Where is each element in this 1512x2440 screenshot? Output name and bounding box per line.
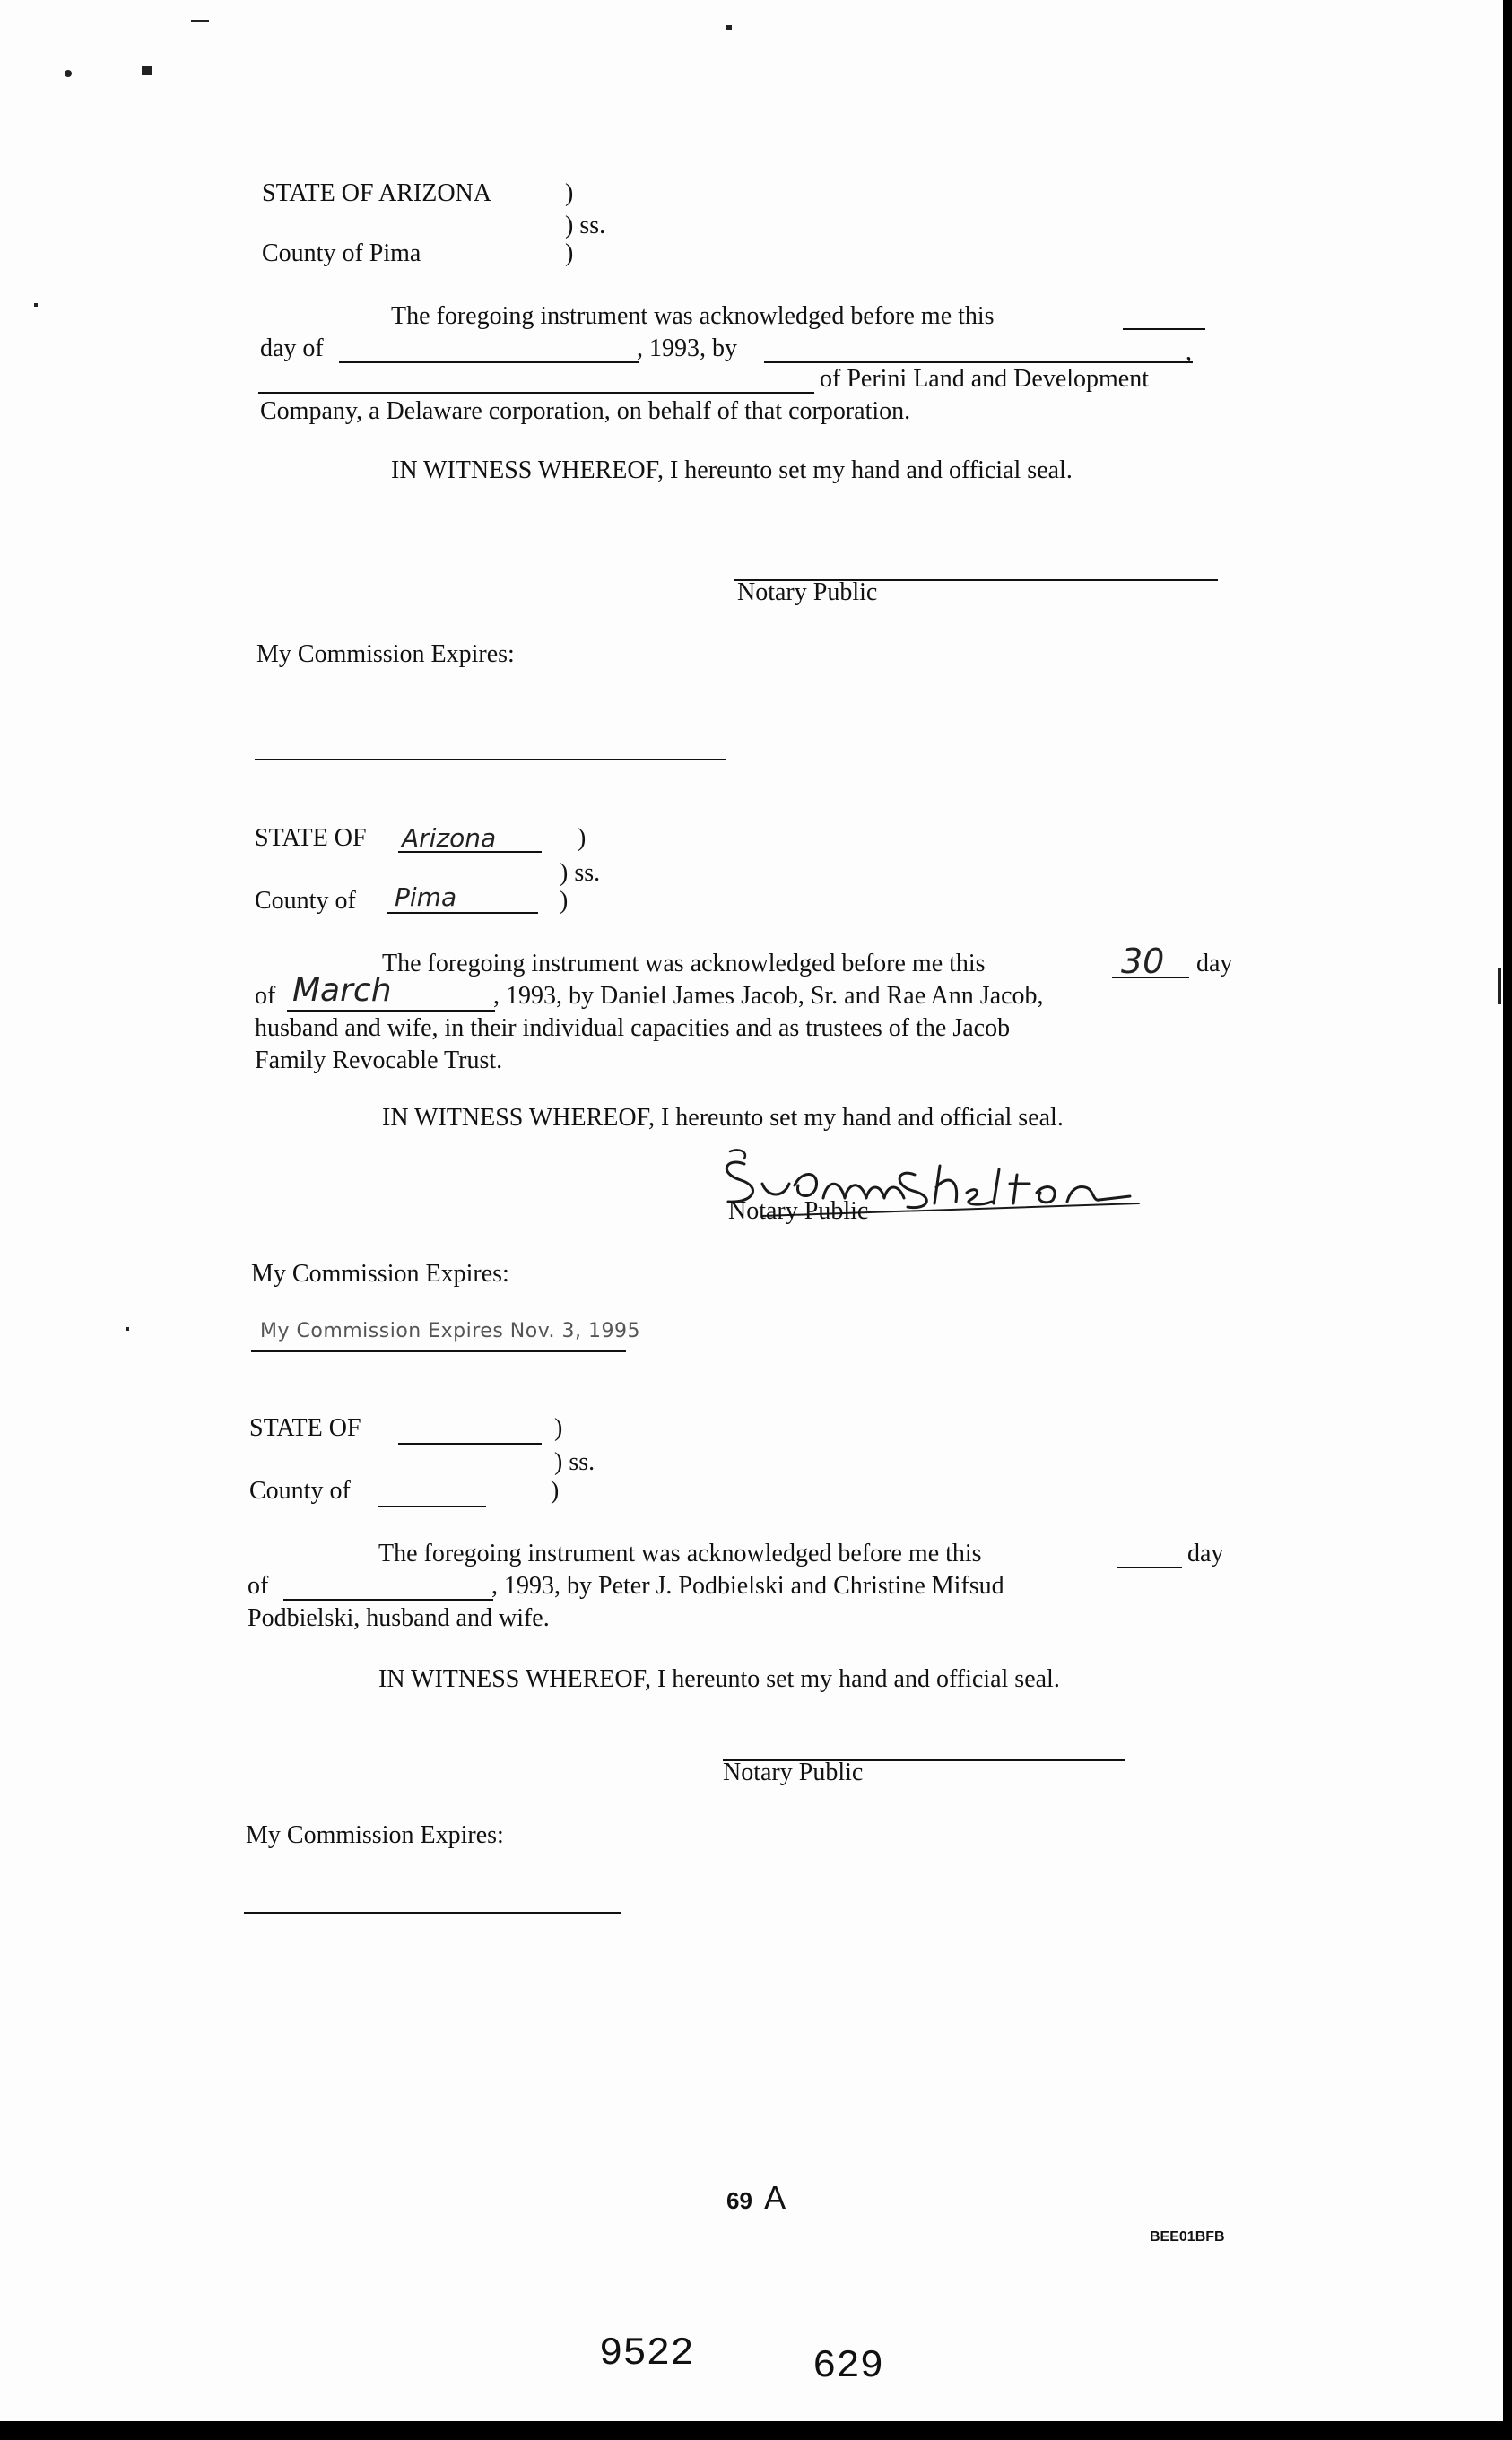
paragraph-line: husband and wife, in their individual capacities and as trustees of the Jacob <box>255 1014 1011 1042</box>
commission-blank[interactable] <box>244 1912 621 1914</box>
commission-label: My Commission Expires: <box>256 640 515 668</box>
paragraph-line: , 1993, by <box>637 334 737 362</box>
bates-number-left: 9522 <box>599 2331 694 2376</box>
scan-speck <box>726 25 732 30</box>
paragraph-line: of Perini Land and Development <box>820 365 1150 393</box>
scan-speck <box>65 70 72 77</box>
notary-label: Notary Public <box>737 578 878 606</box>
commission-blank[interactable] <box>251 1350 626 1352</box>
state-line: STATE OF ARIZONA <box>262 179 491 207</box>
venue-paren: ) <box>551 1477 560 1505</box>
notary-label: Notary Public <box>723 1758 864 1786</box>
paragraph-line: , 1993, by Peter J. Podbielski and Christine Mifsud <box>491 1572 1004 1600</box>
title-blank[interactable] <box>258 392 814 394</box>
county-line: County of Pima <box>262 239 421 267</box>
paragraph-line: The foregoing instrument was acknowledged before me this <box>382 950 986 977</box>
paragraph-line: The foregoing instrument was acknowledged before me this <box>378 1540 982 1567</box>
day-handwritten: 30 <box>1121 942 1165 981</box>
county-blank[interactable] <box>387 912 538 914</box>
state-blank[interactable] <box>398 1443 542 1445</box>
county-label: County of <box>249 1477 351 1505</box>
document-code: BEE01BFB <box>1150 2229 1225 2245</box>
witness-clause: IN WITNESS WHEREOF, I hereunto set my hand and official seal. <box>378 1665 1060 1693</box>
venue-paren: ) <box>565 179 574 207</box>
month-blank[interactable] <box>283 1599 493 1601</box>
paragraph-line: day <box>1187 1540 1224 1567</box>
scan-speck <box>191 20 209 22</box>
venue-paren: ) <box>554 1414 563 1442</box>
venue-paren: ) <box>578 824 587 852</box>
paragraph-line: Podbielski, husband and wife. <box>248 1604 550 1632</box>
state-label: STATE OF <box>249 1414 361 1442</box>
commission-label: My Commission Expires: <box>246 1821 504 1849</box>
month-handwritten: March <box>292 972 392 1009</box>
paragraph-line: , 1993, by Daniel James Jacob, Sr. and Rae Ann Jacob, <box>493 982 1044 1010</box>
county-handwritten: Pima <box>395 882 457 912</box>
paragraph-line: , <box>1186 338 1192 366</box>
state-label: STATE OF <box>255 824 367 852</box>
witness-clause: IN WITNESS WHEREOF, I hereunto set my hand and official seal. <box>391 456 1073 484</box>
scan-speck <box>142 66 152 75</box>
commission-label: My Commission Expires: <box>251 1260 509 1288</box>
paragraph-line: day of <box>260 334 324 362</box>
notary-label: Notary Public <box>728 1197 869 1225</box>
state-handwritten: Arizona <box>402 823 497 853</box>
scan-speck <box>126 1327 129 1331</box>
page-number-letter: A <box>764 2179 786 2216</box>
month-blank[interactable] <box>339 361 639 363</box>
scan-speck <box>1498 968 1501 1004</box>
paragraph-line: The foregoing instrument was acknowledged before me this <box>391 302 995 330</box>
paragraph-line: of <box>248 1572 269 1600</box>
day-blank[interactable] <box>1117 1567 1182 1568</box>
day-blank[interactable] <box>1123 328 1205 330</box>
bates-number-right: 629 <box>812 2344 884 2389</box>
page-number-digits: 69 <box>726 2187 752 2214</box>
page-number <box>726 2179 786 2216</box>
scan-speck <box>34 303 38 307</box>
commission-stamp: My Commission Expires Nov. 3, 1995 <box>260 1320 640 1342</box>
commission-blank[interactable] <box>255 759 726 760</box>
month-blank[interactable] <box>287 1010 495 1012</box>
paragraph-line: of <box>255 982 276 1010</box>
venue-paren: ) <box>565 239 574 267</box>
witness-clause: IN WITNESS WHEREOF, I hereunto set my hand and official seal. <box>382 1104 1064 1132</box>
paragraph-line: Company, a Delaware corporation, on behalf of that corporation. <box>260 397 911 425</box>
venue-paren: ) <box>560 887 569 915</box>
paragraph-line: day <box>1196 950 1233 977</box>
ss-marker: ) ss. <box>565 212 606 239</box>
ss-marker: ) ss. <box>560 859 601 887</box>
county-label: County of <box>255 887 356 915</box>
ss-marker: ) ss. <box>554 1448 595 1476</box>
paragraph-line: Family Revocable Trust. <box>255 1046 503 1074</box>
name-blank[interactable] <box>764 361 1193 363</box>
county-blank[interactable] <box>378 1506 486 1507</box>
